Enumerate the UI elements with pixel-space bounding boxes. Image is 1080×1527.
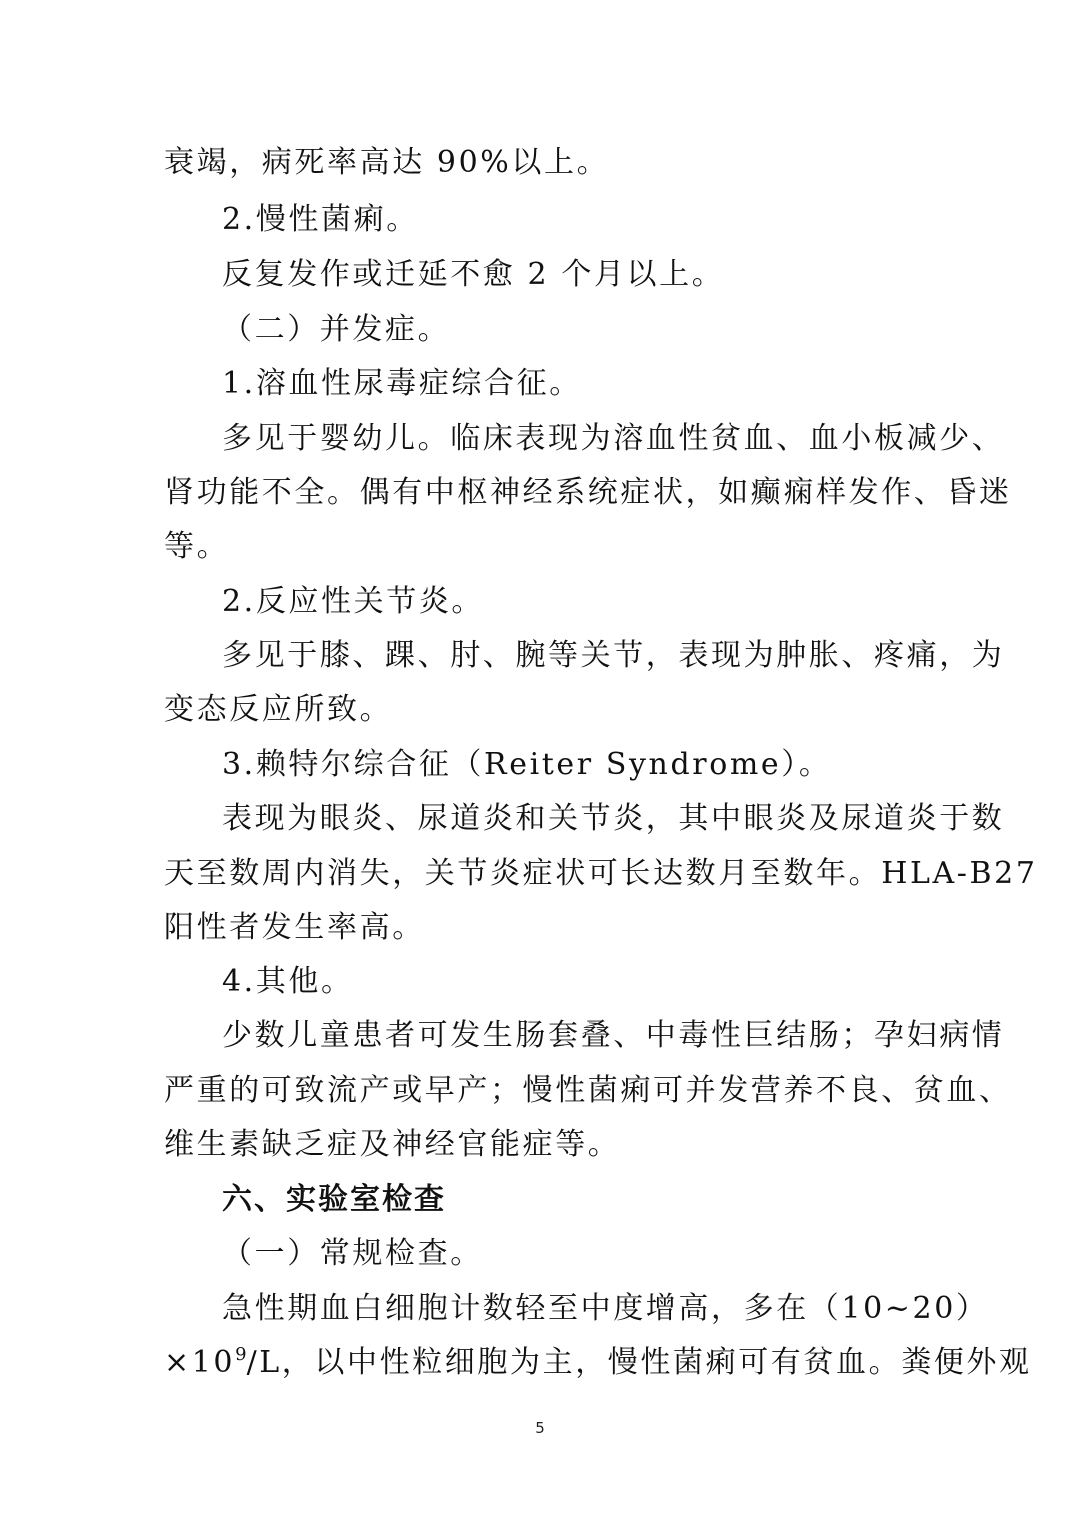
paragraph-line: 多见于婴幼儿。临床表现为溶血性贫血、血小板减少、 xyxy=(222,421,1005,456)
section-title: （二）并发症。 xyxy=(222,312,451,347)
paragraph-line: 变态反应所致。 xyxy=(164,692,393,727)
paragraph-line: 表现为眼炎、尿道炎和关节炎，其中眼炎及尿道炎于数 xyxy=(222,801,1005,836)
superscript-exponent: 9 xyxy=(235,1344,247,1365)
paragraph-line: 少数儿童患者可发生肠套叠、中毒性巨结肠；孕妇病情 xyxy=(222,1018,1005,1053)
page-number: 5 xyxy=(535,1419,545,1437)
section-title: （一）常规检查。 xyxy=(222,1236,483,1271)
paragraph-line: 等。 xyxy=(164,529,230,564)
subsection-title: 4.其他。 xyxy=(222,964,354,999)
paragraph-line: 天至数周内消失，关节炎症状可长达数月至数年。HLA-B27 xyxy=(164,856,1038,891)
paragraph-line: 衰竭，病死率高达 90%以上。 xyxy=(164,145,610,180)
paragraph-line: 多见于膝、踝、肘、腕等关节，表现为肿胀、疼痛，为 xyxy=(222,638,1005,673)
paragraph-line: 肾功能不全。偶有中枢神经系统症状，如癫痫样发作、昏迷 xyxy=(164,475,1012,510)
subsection-title: 3.赖特尔综合征（Reiter Syndrome）。 xyxy=(222,747,832,782)
paragraph-line: 反复发作或迁延不愈 2 个月以上。 xyxy=(222,257,725,292)
paragraph-line xyxy=(164,1343,1032,1387)
subsection-title: 2.反应性关节炎。 xyxy=(222,584,485,619)
subsection-title: 2.慢性菌痢。 xyxy=(222,202,419,237)
chapter-heading: 六、实验室检查 xyxy=(222,1182,446,1217)
subsection-title: 1.溶血性尿毒症综合征。 xyxy=(222,366,582,401)
paragraph-line: 维生素缺乏症及神经官能症等。 xyxy=(164,1127,621,1162)
unit-prefix: ×10 xyxy=(164,1345,236,1380)
paragraph-line: 阳性者发生率高。 xyxy=(164,910,425,945)
paragraph-line: 急性期血白细胞计数轻至中度增高，多在（10~20） xyxy=(222,1291,989,1326)
paragraph-text: /L，以中性粒细胞为主，慢性菌痢可有贫血。粪便外观 xyxy=(246,1345,1032,1380)
paragraph-line: 严重的可致流产或早产；慢性菌痢可并发营养不良、贫血、 xyxy=(164,1073,1012,1108)
